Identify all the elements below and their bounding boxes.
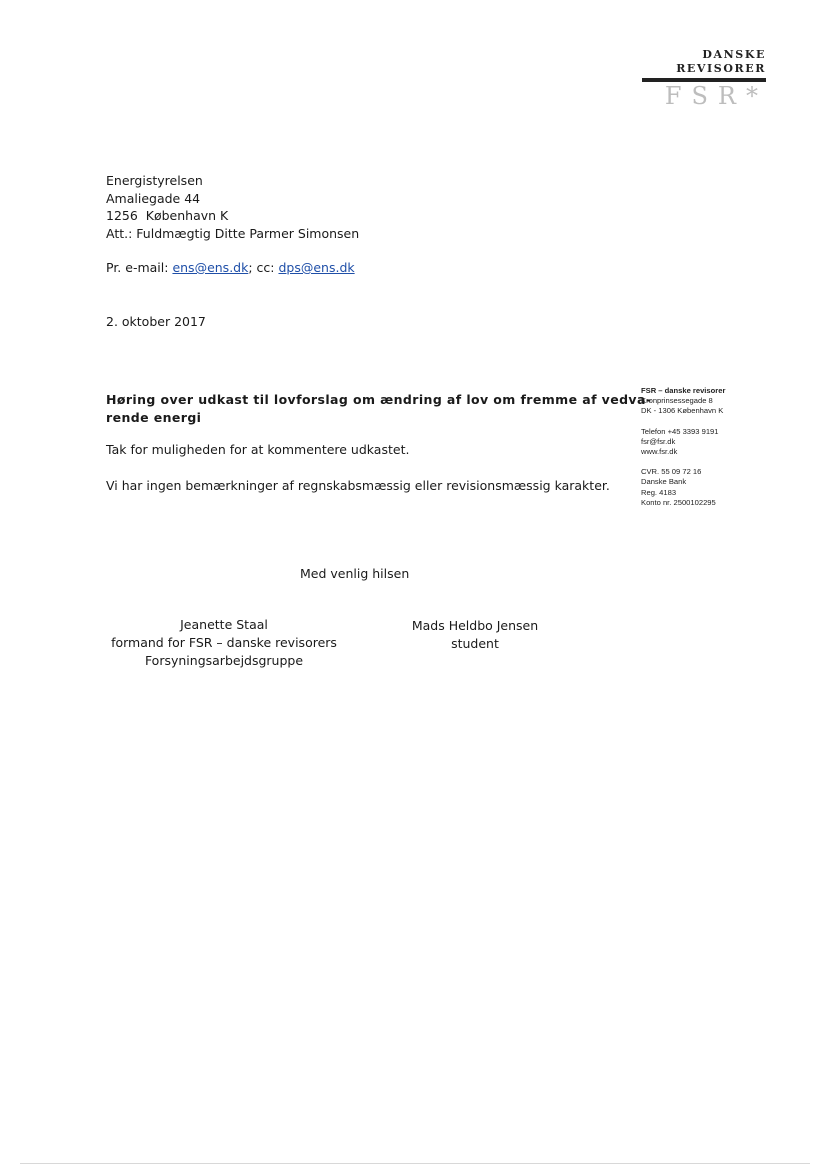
logo-line-revisorer: REVISORER	[676, 62, 766, 75]
email-prefix: Pr. e-mail:	[106, 260, 173, 275]
email-line	[106, 259, 355, 277]
sidebar-cvr: CVR. 55 09 72 16	[641, 467, 702, 477]
sidebar-reg: Reg. 4183	[641, 487, 677, 497]
sidebar-bank: Danske Bank	[641, 477, 687, 487]
signatory-1	[104, 616, 344, 670]
letter-date: 2. oktober 2017	[106, 314, 206, 329]
cc-label: ; cc:	[248, 260, 279, 275]
email-to-link[interactable]: ens@ens.dk	[172, 260, 249, 275]
signatory-2-name: Mads Heldbo Jensen	[411, 618, 539, 633]
logo-line-danske: DANSKE	[702, 48, 766, 61]
recipient-org: Energistyrelsen	[106, 173, 203, 188]
recipient-street: Amaliegade 44	[106, 190, 201, 206]
recipient-city: 1256 København K	[106, 208, 229, 223]
recipient-address	[106, 172, 359, 242]
recipient-attn: Att.: Fuldmægtig Ditte Parmer Simonsen	[106, 225, 360, 241]
sidebar-email: fsr@fsr.dk	[641, 436, 676, 446]
sender-contact-sidebar	[641, 386, 725, 508]
email-cc-link[interactable]: dps@ens.dk	[278, 260, 355, 275]
sidebar-address-2: DK - 1306 København K	[641, 406, 724, 416]
sidebar-org-name: FSR – danske revisorer	[641, 386, 726, 395]
sidebar-address-1: Kronprinsessegade 8	[641, 396, 713, 406]
subject-line-2: rende energi	[106, 409, 202, 425]
sidebar-konto: Konto nr. 2500102295	[641, 497, 716, 507]
paragraph-1: Tak for muligheden for at kommentere udkastet.	[106, 442, 410, 457]
signatory-2-title: student	[451, 636, 499, 651]
fsr-logo	[636, 48, 768, 110]
signatory-1-title: formand for FSR – danske revisorers	[111, 635, 337, 650]
signatory-1-title-2: Forsyningsarbejdsgruppe	[144, 653, 304, 668]
signatory-2	[395, 617, 555, 653]
subject-line-1: Høring over udkast til lovforslag om ændring af lov om fremme af vedva-	[106, 392, 652, 407]
sidebar-phone: Telefon +45 3393 9191	[641, 426, 719, 436]
paragraph-2: Vi har ingen bemærkninger af regnskabsmæssig eller revisionsmæssig karakter.	[106, 478, 610, 493]
sidebar-web: www.fsr.dk	[641, 447, 678, 457]
footer-rule	[20, 1163, 810, 1164]
letter-subject	[106, 391, 652, 426]
signatory-1-name: Jeanette Staal	[180, 617, 268, 632]
logo-fsr-mark: FSR*	[664, 82, 768, 110]
closing-greeting: Med venlig hilsen	[300, 566, 410, 581]
